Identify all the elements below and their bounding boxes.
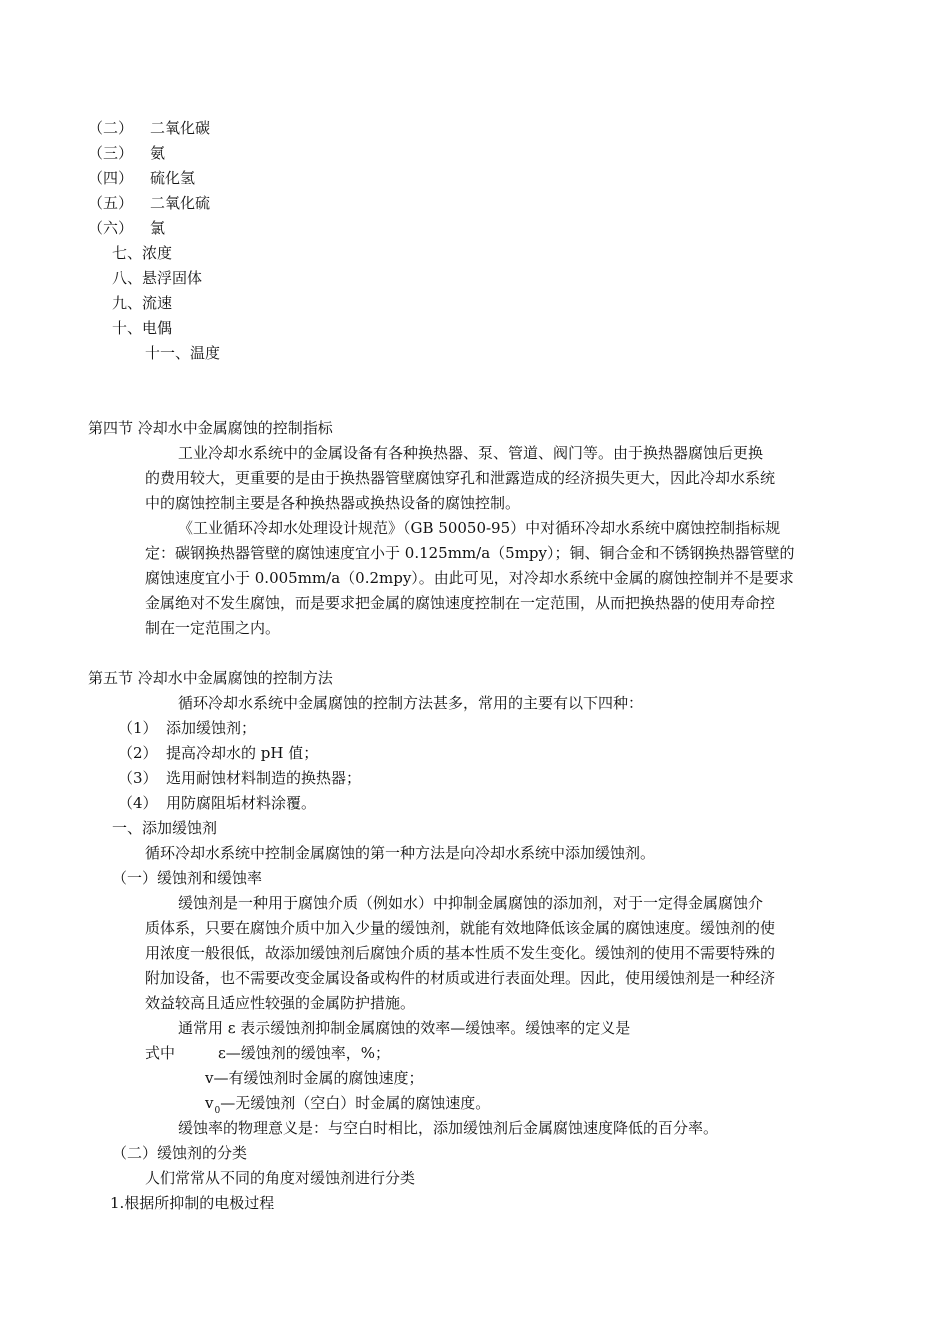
paragraph-line: 效益较高且适应性较强的金属防护措施。 — [145, 994, 416, 1012]
where-text: —缓蚀剂的缓蚀率，%； — [225, 1044, 391, 1062]
list-marker: （2） — [118, 744, 158, 762]
symbol: ε — [218, 1044, 226, 1062]
method-item — [118, 718, 256, 738]
paragraph-line: 缓蚀率的物理意义是：与空白时相比，添加缓蚀剂后金属腐蚀速度降低的百分率。 — [178, 1119, 719, 1137]
paragraph-line: 用浓度一般很低，故添加缓蚀剂后腐蚀介质的基本性质不发生变化。缓蚀剂的使用不需要特殊的 — [145, 944, 776, 962]
list-marker: （六） — [88, 219, 134, 237]
method-item — [118, 768, 361, 788]
symbol: v — [205, 1094, 214, 1112]
list-marker: （1） — [118, 719, 158, 737]
subsection-heading: 一、添加缓蚀剂 — [112, 819, 218, 837]
paragraph-line: 《工业循环冷却水处理设计规范》（GB 50050-95）中对循环冷却水系统中腐蚀控制指标规 — [178, 519, 781, 537]
list-item — [88, 218, 165, 238]
list-item — [88, 143, 165, 163]
method-item — [118, 743, 318, 763]
list-item — [88, 118, 210, 138]
numbered-heading: 八、悬浮固体 — [112, 269, 203, 287]
where-item — [205, 1093, 490, 1121]
list-text: 硫化氢 — [150, 169, 196, 187]
method-item — [118, 793, 316, 813]
paragraph-line: 人们常常从不同的角度对缓蚀剂进行分类 — [145, 1169, 416, 1187]
paragraph-line: 中的腐蚀控制主要是各种换热器或换热设备的腐蚀控制。 — [145, 494, 521, 512]
list-text: 添加缓蚀剂； — [166, 719, 257, 737]
paragraph-line: 腐蚀速度宜小于 0.005mm/a（0.2mpy）。由此可见，对冷却水系统中金属的腐蚀控制并不是要求 — [145, 569, 794, 587]
paragraph-line: 循环冷却水系统中控制金属腐蚀的第一种方法是向冷却水系统中添加缓蚀剂。 — [145, 844, 656, 862]
list-text: 二氧化硫 — [150, 194, 211, 212]
subsection-heading: （二）缓蚀剂的分类 — [112, 1144, 248, 1162]
where-text: —无缓蚀剂（空白）时金属的腐蚀速度。 — [220, 1094, 491, 1112]
where-item — [205, 1068, 424, 1088]
where-text: —有缓蚀剂时金属的腐蚀速度； — [213, 1069, 424, 1087]
list-text: 二氧化碳 — [150, 119, 211, 137]
list-marker: （四） — [88, 169, 134, 187]
numbered-heading: 九、流速 — [112, 294, 173, 312]
subscript: 0 — [214, 1106, 221, 1116]
numbered-heading: 七、浓度 — [112, 244, 173, 262]
paragraph-line: 制在一定范围之内。 — [145, 619, 281, 637]
paragraph-line: 附加设备，也不需要改变金属设备或构件的材质或进行表面处理。因此，使用缓蚀剂是一种经济 — [145, 969, 776, 987]
numbered-heading: 十、电偶 — [112, 319, 173, 337]
paragraph-line: 循环冷却水系统中金属腐蚀的控制方法甚多，常用的主要有以下四种： — [178, 694, 644, 712]
list-item — [88, 168, 195, 188]
list-marker: （三） — [88, 144, 134, 162]
where-item — [218, 1043, 390, 1063]
subsection-heading: （一）缓蚀剂和缓蚀率 — [112, 869, 263, 887]
paragraph-line: 金属绝对不发生腐蚀，而是要求把金属的腐蚀速度控制在一定范围，从而把换热器的使用寿命控 — [145, 594, 776, 612]
formula-label: 式中 — [145, 1044, 176, 1062]
list-marker: （二） — [88, 119, 134, 137]
list-marker: （4） — [118, 794, 158, 812]
list-text: 氨 — [150, 144, 166, 162]
list-item — [88, 193, 210, 213]
list-text: 用防腐阻垢材料涂覆。 — [166, 794, 317, 812]
section-heading: 第四节 冷却水中金属腐蚀的控制指标 — [88, 419, 333, 437]
list-text: 氯 — [150, 219, 166, 237]
paragraph-line: 的费用较大，更重要的是由于换热器管壁腐蚀穿孔和泄露造成的经济损失更大，因此冷却水系统 — [145, 469, 776, 487]
numbered-heading: 1.根据所抑制的电极过程 — [110, 1194, 275, 1212]
paragraph-line: 通常用 ε 表示缓蚀剂抑制金属腐蚀的效率—缓蚀率。缓蚀率的定义是 — [178, 1019, 631, 1037]
paragraph-line: 缓蚀剂是一种用于腐蚀介质（例如水）中抑制金属腐蚀的添加剂，对于一定得金属腐蚀介 — [178, 894, 764, 912]
symbol: v — [205, 1069, 214, 1087]
list-text: 提高冷却水的 pH 值； — [166, 744, 319, 762]
list-text: 选用耐蚀材料制造的换热器； — [166, 769, 362, 787]
numbered-heading: 十一、温度 — [145, 344, 221, 362]
list-marker: （五） — [88, 194, 134, 212]
paragraph-line: 工业冷却水系统中的金属设备有各种换热器、泵、管道、阀门等。由于换热器腐蚀后更换 — [178, 444, 764, 462]
section-heading: 第五节 冷却水中金属腐蚀的控制方法 — [88, 669, 333, 687]
list-marker: （3） — [118, 769, 158, 787]
paragraph-line: 定：碳钢换热器管壁的腐蚀速度宜小于 0.125mm/a（5mpy）；铜、铜合金和不锈钢换热器管壁的 — [145, 544, 795, 562]
paragraph-line: 质体系，只要在腐蚀介质中加入少量的缓蚀剂，就能有效地降低该金属的腐蚀速度。缓蚀剂的使 — [145, 919, 776, 937]
